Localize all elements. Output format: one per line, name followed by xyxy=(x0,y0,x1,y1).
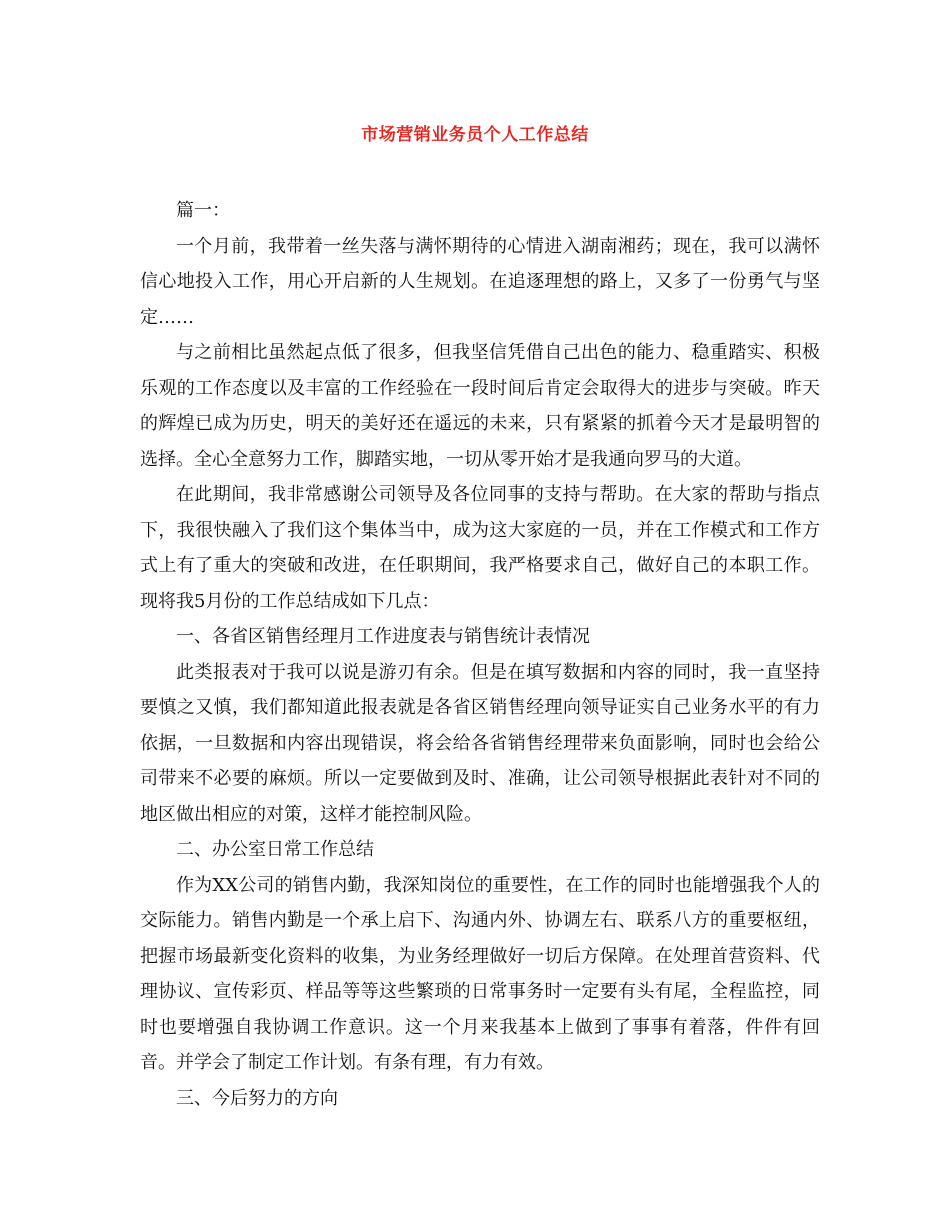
document-body xyxy=(140,193,820,1116)
paragraph-opening: 一个月前，我带着一丝失落与满怀期待的心情进入湖南湘药；现在，我可以满怀信心地投入工作，用心开启新的人生规划。在追逐理想的路上，又多了一份勇气与坚定…… xyxy=(140,235,820,328)
document-title: 市场营销业务员个人工作总结 xyxy=(361,125,589,145)
section-heading-1: 一、各省区销售经理月工作进度表与销售统计表情况 xyxy=(176,626,590,647)
paragraph-thanks: 在此期间，我非常感谢公司领导及各位同事的支持与帮助。在大家的帮助与指点下，我很快融入了我们这个集体当中，成为这大家庭的一员，并在工作模式和工作方式上有了重大的突破和改进，在任职期间，我严格要求自己，做好自己的本职工作。现将我5月份的工作总结成如下几点： xyxy=(140,484,820,612)
paragraph-intro-label: 篇一： xyxy=(176,200,230,221)
paragraph-reports: 此类报表对于我可以说是游刃有余。但是在填写数据和内容的同时，我一直坚持要慎之又慎，我们都知道此报表就是各省区销售经理向领导证实自己业务水平的有力依据，一旦数据和内容出现错误，将会给各省销售经理带来负面影响，同时也会给公司带来不必要的麻烦。所以一定要做到及时、准确，让公司领导根据此表针对不同的地区做出相应的对策，这样才能控制风险。 xyxy=(140,661,820,825)
paragraph-comparison: 与之前相比虽然起点低了很多，但我坚信凭借自己出色的能力、稳重踏实、积极乐观的工作态度以及丰富的工作经验在一段时间后肯定会取得大的进步与突破。昨天的辉煌已成为历史，明天的美好还在遥远的未来，只有紧紧的抓着今天才是最明智的选择。全心全意努力工作，脚踏实地，一切从零开始才是我通向罗马的大道。 xyxy=(140,342,820,470)
section-heading-3: 三、今后努力的方向 xyxy=(176,1087,338,1109)
section-heading-2: 二、办公室日常工作总结 xyxy=(176,839,374,860)
paragraph-office-work: 作为XX公司的销售内勤，我深知岗位的重要性，在工作的同时也能增强我个人的交际能力。销售内勤是一个承上启下、沟通内外、协调左右、联系八方的重要枢纽，把握市场最新变化资料的收集，为业务经理做好一切后方保障。在处理首营资料、代理协议、宣传彩页、样品等等这些繁琐的日常事务时一定要有头有尾，全程监控，同时也要增强自我协调工作意识。这一个月来我基本上做到了事事有着落，件件有回音。并学会了制定工作计划。有条有理，有力有效。 xyxy=(140,874,820,1073)
